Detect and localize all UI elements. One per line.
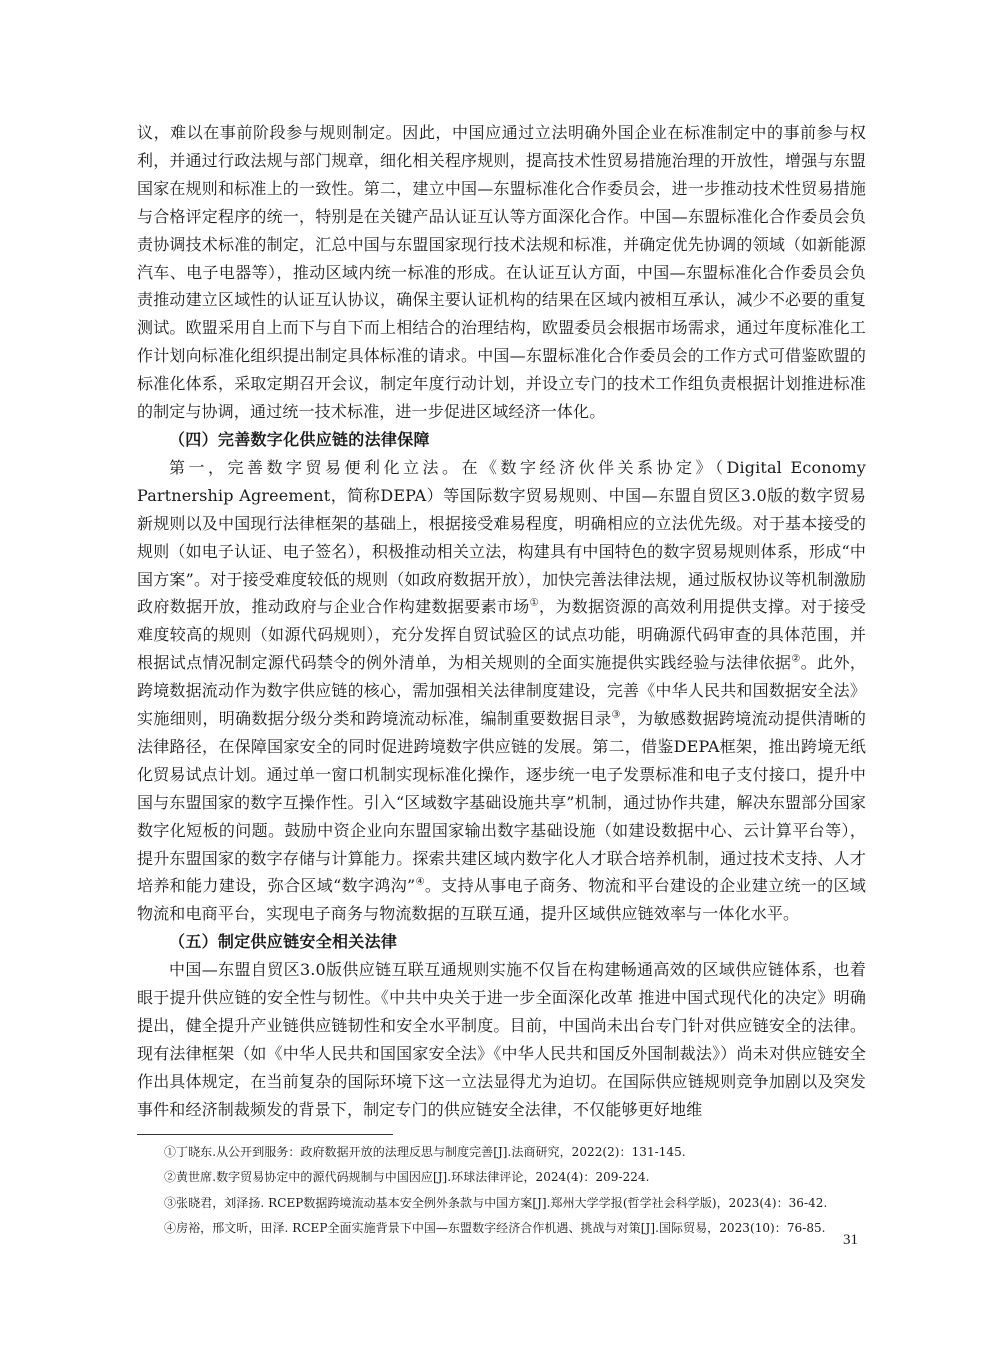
footnote-ref-4[interactable]: ④: [415, 877, 425, 889]
paragraph-supply-chain-security: 中国—东盟自贸区3.0版供应链互联互通规则实施不仅旨在构建畅通高效的区域供应链体系，也着眼于提升供应链的安全性与韧性。《中共中央关于进一步全面深化改革 推进中国式现代化的决定》明确提出，健全提升产业链供应链韧性和安全水平制度。目前，中国尚未出台专门针对供应链安全的法律。现有法律框架（如《中华人民共和国国家安全法》《中华人民共和国反外国制裁法》）尚未对供应链安全作出具体规定，在当前复杂的国际环境下这一立法显得尤为迫切。在国际供应链规则竞争加剧以及突发事件和经济制裁频发的背景下，制定专门的供应链安全法律，不仅能够更好地维: [137, 960, 866, 1119]
section-heading-4: （四）完善数字化供应链的法律保障: [169, 429, 430, 449]
text-run: 。此外，跨境数据流动作为数字供应链的核心，需加强相关法律制度建设，完善《中华人民共和国数据安全法》实施细则，明确数据分级分类和跨境流动标准，编制重要数据目录: [137, 653, 866, 729]
paragraph-digital-supply-chain: [137, 454, 866, 928]
footnote-ref-3[interactable]: ③: [611, 709, 621, 721]
page-number: 31: [843, 1232, 858, 1248]
paragraph-continued: 议，难以在事前阶段参与规则制定。因此，中国应通过立法明确外国企业在标准制定中的事前参与权利，并通过行政法规与部门规章，细化相关程序规则，提高技术性贸易措施治理的开放性，增强与东盟国家在规则和标准上的一致性。第二，建立中国—东盟标准化合作委员会，进一步推动技术性贸易措施与合格评定程序的统一，特别是在关键产品认证互认等方面深化合作。中国—东盟标准化合作委员会负责协调技术标准的制定，汇总中国与东盟国家现行技术法规和标准，并确定优先协调的领域（如新能源汽车、电子电器等），推动区域内统一标准的形成。在认证互认方面，中国—东盟标准化合作委员会负责推动建立区域性的认证互认协议，确保主要认证机构的结果在区域内被相互承认，减少不必要的重复测试。欧盟采用自上而下与自下而上相结合的治理结构，欧盟委员会根据市场需求，通过年度标准化工作计划向标准化组织提出制定具体标准的请求。中国—东盟标准化合作委员会的工作方式可借鉴欧盟的标准化体系，采取定期召开会议，制定年度行动计划，并设立专门的技术工作组负责根据计划推进标准的制定与协调，通过统一技术标准，进一步促进区域经济一体化。: [137, 123, 866, 422]
section-heading-5: （五）制定供应链安全相关法律: [169, 932, 398, 952]
text-run: 。支持从事电子商务、物流和平台建设的企业建立统一的区域物流和电商平台，实现电子商务与物流数据的互联互通，提升区域供应链效率与一体化水平。: [137, 876, 866, 924]
body-text: [137, 119, 866, 1124]
footnote-2: ②黄世席.数字贸易协定中的源代码规制与中国因应[J].环球法律评论，2024(4)：209-224.: [164, 1170, 650, 1185]
footnote-1: ①丁晓东.从公开到服务：政府数据开放的法理反思与制度完善[J].法商研究，2022(2)：131-145.: [164, 1145, 686, 1159]
footnote-3: ③张晓君，刘泽扬. RCEP数据跨境流动基本安全例外条款与中国方案[J].郑州大学学报(哲学社会科学版)，2023(4)：36-42.: [164, 1195, 828, 1210]
text-run: ，为数据资源的高效利用提供支撑。对于接受难度较高的规则（如源代码规则），充分发挥自贸试验区的试点功能，明确源代码审查的具体范围，并根据试点情况制定源代码禁令的例外清单，为相关规则的全面实施提供实践经验与法律依据: [137, 597, 866, 673]
footnote-ref-2[interactable]: ②: [791, 653, 801, 665]
text-run: 第一，完善数字贸易便利化立法。在《数字经济伙伴关系协定》（Digital Economy Partnership Agreement，简称DEPA）等国际数字贸易规则、中国—东盟自贸区3.0版的数字贸易新规则以及中国现行法律框架的基础上，根据接受难易程度，明确相应的立法优先级。对于基本接受的规则（如电子认证、电子签名），积极推动相关立法，构建具有中国特色的数字贸易规则体系，形成“中国方案”。对于接受难度较低的规则（如政府数据开放），加快完善法律法规，通过版权协议等机制激励政府数据开放，推动政府与企业合作构建数据要素市场: [137, 457, 866, 617]
footnote-ref-1[interactable]: ①: [529, 598, 539, 610]
footnote-divider: [137, 1134, 393, 1135]
footnotes: [164, 1140, 874, 1241]
footnote-4: ④房裕，邢文昕，田泽. RCEP全面实施背景下中国—东盟数字经济合作机遇、挑战与对策[J].国际贸易，2023(10)：76-85.: [164, 1220, 826, 1235]
text-run: ，为敏感数据跨境流动提供清晰的法律路径，在保障国家安全的同时促进跨境数字供应链的发展。第二，借鉴DEPA框架，推出跨境无纸化贸易试点计划。通过单一窗口机制实现标准化操作，逐步统一电子发票标准和电子支付接口，提升中国与东盟国家的数字互操作性。引入“区域数字基础设施共享”机制，通过协作共建，解决东盟部分国家数字化短板的问题。鼓励中资企业向东盟国家输出数字基础设施（如建设数据中心、云计算平台等），提升东盟国家的数字存储与计算能力。探索共建区域内数字化人才联合培养机制，通过技术支持、人才培养和能力建设，弥合区域“数字鸿沟”: [137, 709, 866, 896]
